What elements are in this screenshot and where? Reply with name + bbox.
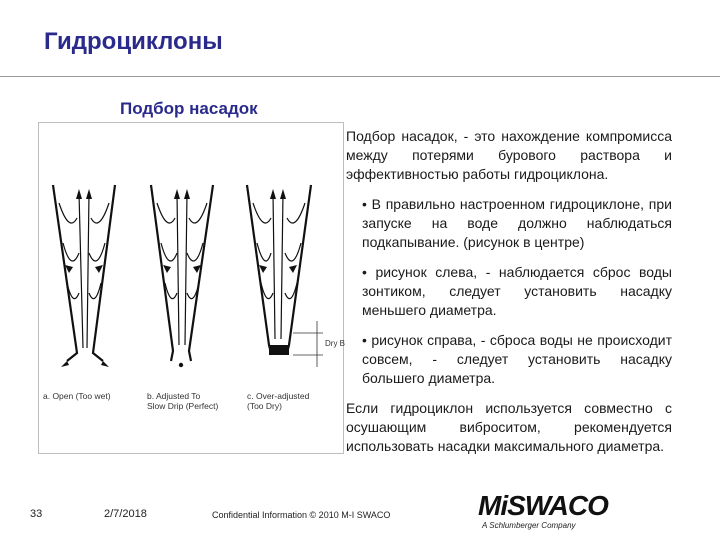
intro-paragraph: Подбор насадок, - это нахождение компромисса между потерями бурового раствора и эффективностью работы гидроциклона. [346,128,672,182]
bullet-left: • рисунок слева, - наблюдается сброс воды зонтиком, следует установить насадку меньшего диаметра. [362,264,672,318]
outro-paragraph: Если гидроциклон используется совместно с осушающим виброситом, рекомендуется использовать насадки максимального диаметра. [346,400,672,454]
caption-adjusted: b. Adjusted To Slow Drip (Perfect) [147,391,219,411]
bullet-right: • рисунок справа, - сброса воды не происходит совсем, - следует установить насадку большего диаметра. [362,332,672,386]
bullet-correct: • В правильно настроенном гидроциклоне, при запуске на воде должно наблюдаться подкапывание. (рисунок в центре) [362,196,672,250]
footer-confidential: Confidential Information © 2010 M-I SWACO [212,510,391,520]
slide-number: 33 [30,508,43,520]
slide-title: Гидроциклоны [44,28,223,55]
cone-a-right-wall [93,185,115,361]
miswaco-logo [478,490,648,534]
cone-a-left-wall [53,185,77,361]
footer-date: 2/7/2018 [104,508,147,520]
caption-over-adjusted: c. Over-adjusted (Too Dry) [247,391,310,411]
dry-b-label: Dry B [325,339,345,348]
logo-wordmark: MiSWACO [478,490,608,521]
logo-subtitle: A Schlumberger Company [482,521,576,530]
hydrocyclone-figure [38,122,344,454]
slide-subtitle: Подбор насадок [120,99,258,118]
cone-b-right-wall [189,185,213,361]
cone-c-left-wall [247,185,271,353]
caption-open: a. Open (Too wet) [43,391,111,401]
body-text [346,127,672,467]
title-divider [0,76,720,77]
cone-b-left-wall [151,185,173,361]
